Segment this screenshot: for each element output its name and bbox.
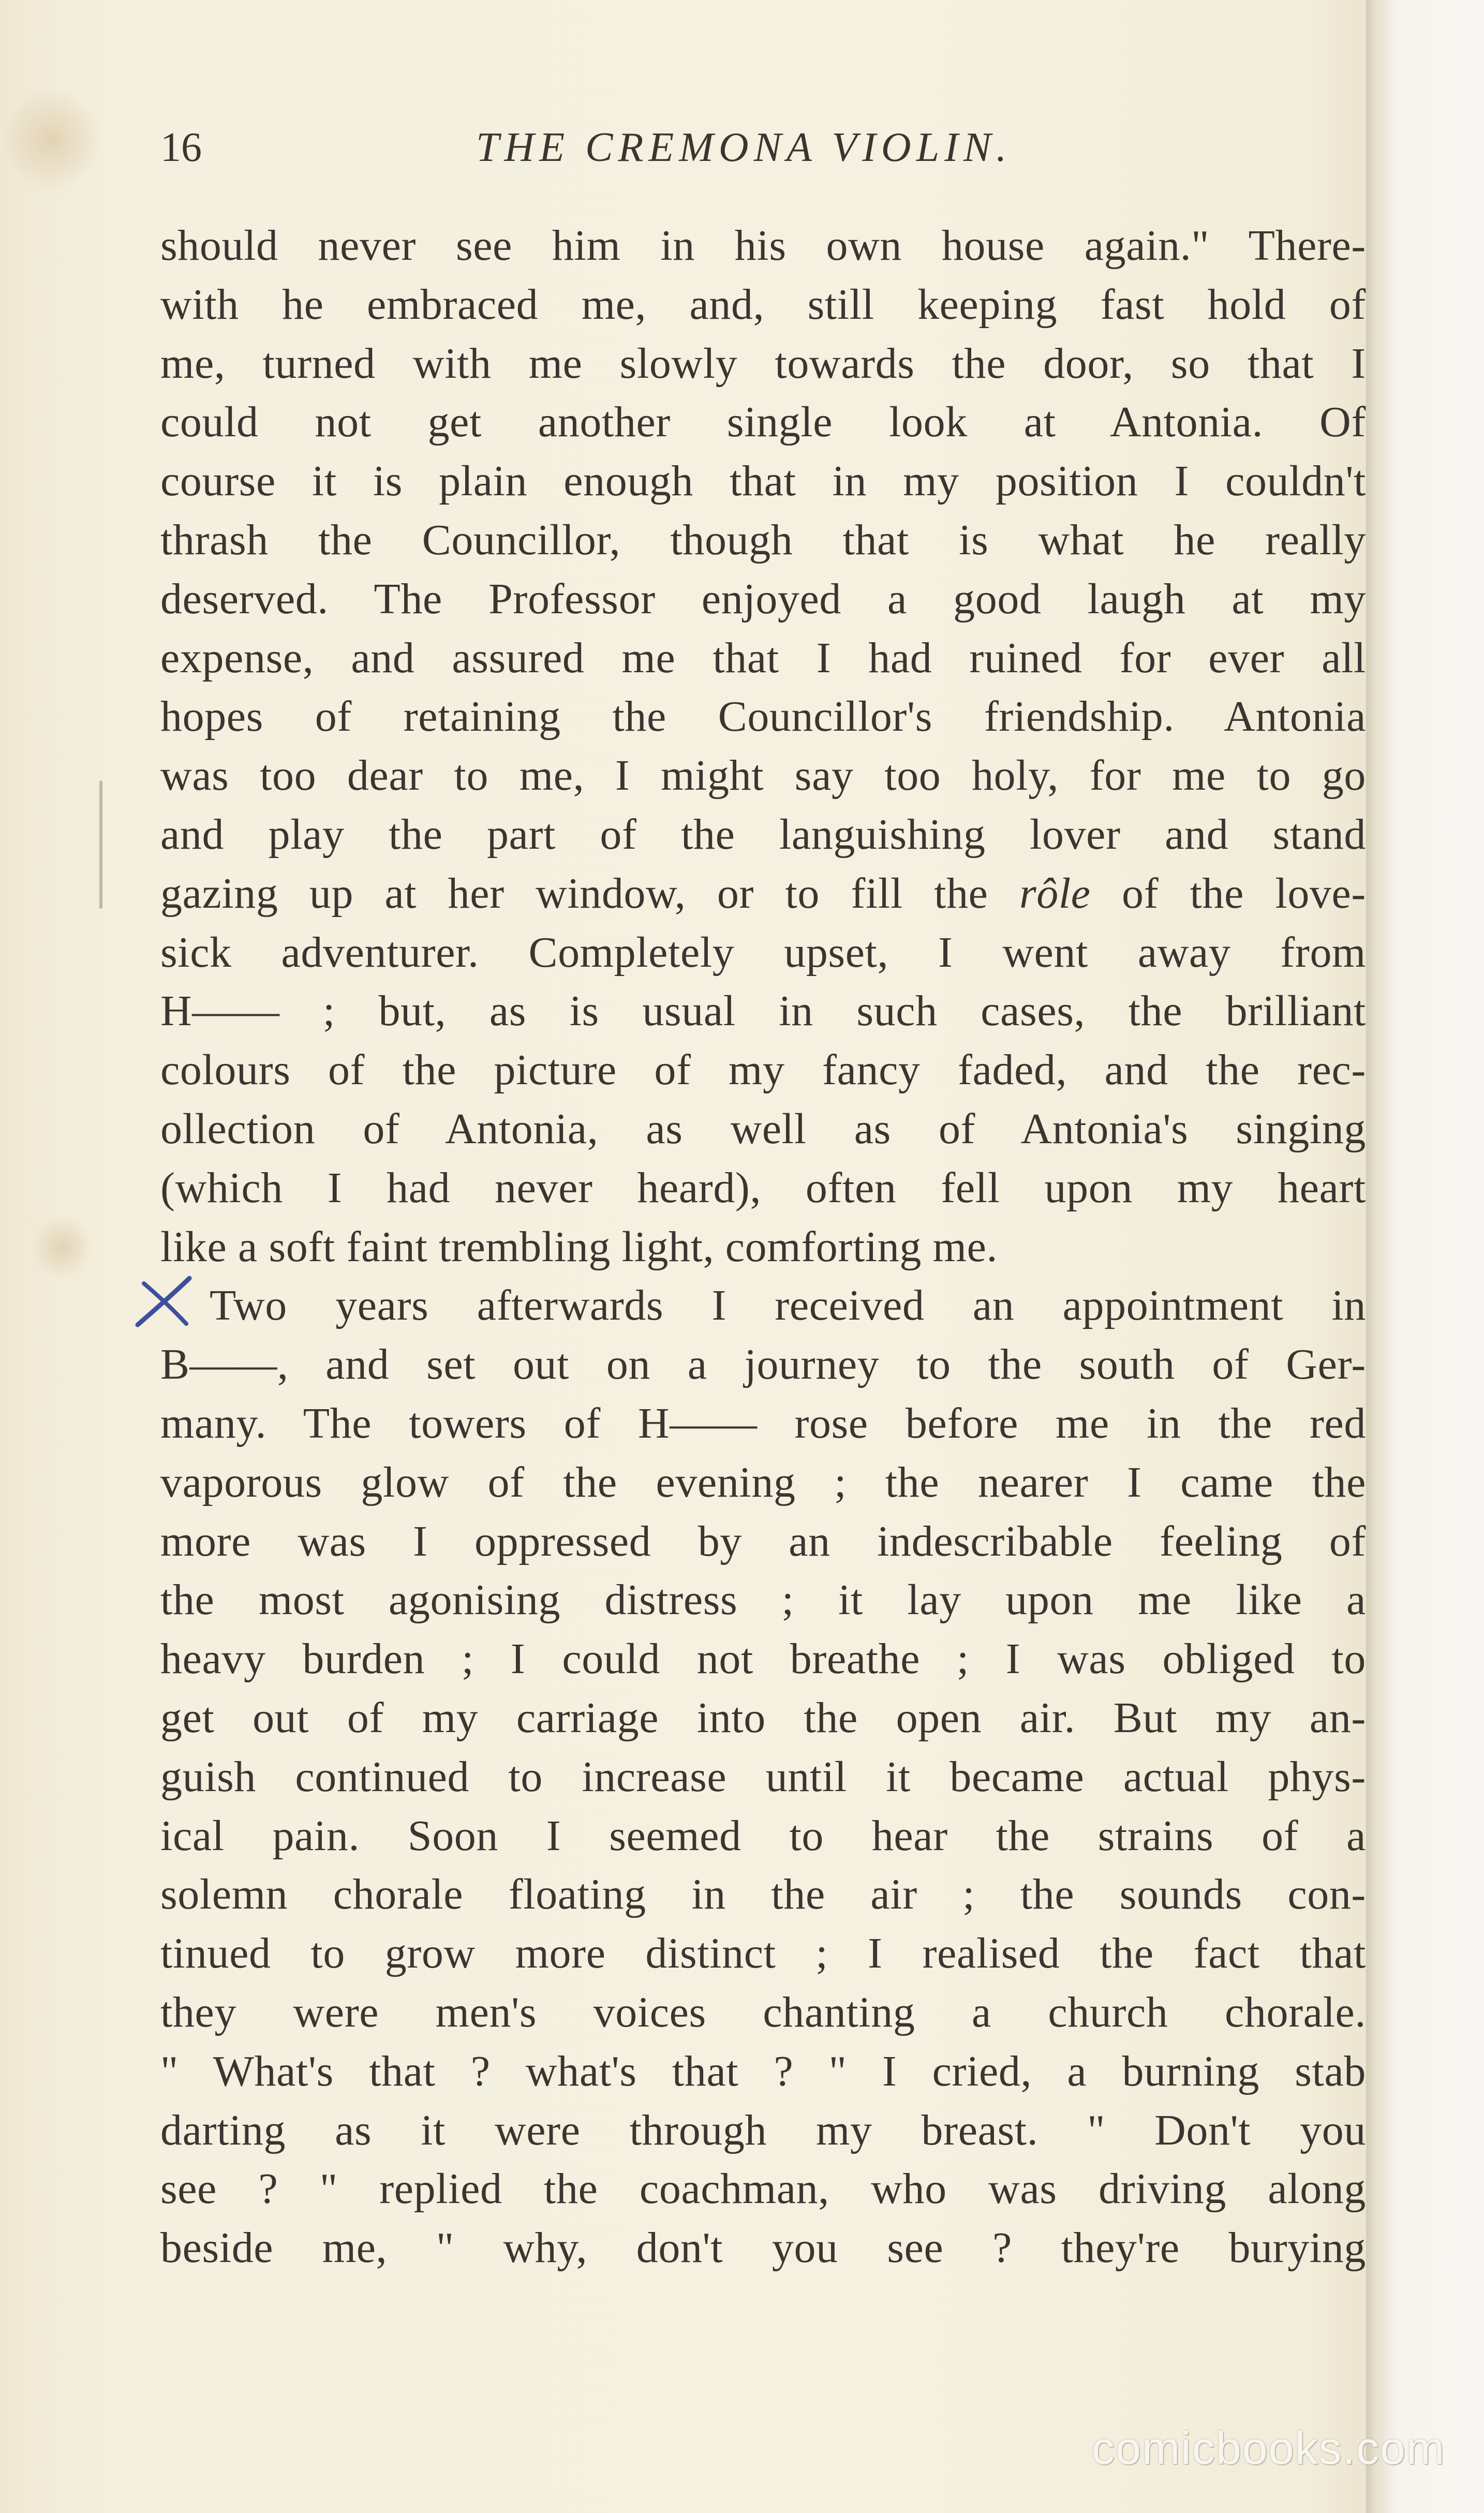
text-line: colours of the picture of my fancy faded, and the rec-: [160, 1046, 1366, 1095]
text-line: guish continued to increase until it became actual phys-: [160, 1752, 1366, 1801]
italic-word: rôle: [1019, 869, 1091, 918]
text-line: beside me, " why, don't you see ? they're burying: [160, 2224, 1366, 2272]
text-line: tinued to grow more distinct ; I realised the fact that: [160, 1929, 1366, 1978]
paper-stain: [31, 1216, 93, 1278]
text-line: see ? " replied the coachman, who was driving along: [160, 2165, 1366, 2213]
text-line: deserved. The Professor enjoyed a good laugh at my: [160, 574, 1366, 623]
text-line: thrash the Councillor, though that is what he really: [160, 516, 1366, 564]
text-line: was too dear to me, I might say too holy, for me to go: [160, 751, 1366, 800]
text-line: ical pain. Soon I seemed to hear the strains of a: [160, 1811, 1366, 1860]
text-line: expense, and assured me that I had ruined for ever all: [160, 633, 1366, 682]
text-line: me, turned with me slowly towards the door, so that I: [160, 339, 1366, 388]
text-line: get out of my carriage into the open air. But my an-: [160, 1694, 1366, 1742]
text-line: many. The towers of H—— rose before me in the red: [160, 1399, 1366, 1447]
text-line: more was I oppressed by an indescribable feeling of: [160, 1517, 1366, 1565]
text-line: (which I had never heard), often fell upon my heart: [160, 1163, 1366, 1212]
margin-pencil-mark: [99, 780, 102, 909]
running-head: [160, 116, 1351, 179]
text-line: B——, and set out on a journey to the south of Ger-: [160, 1340, 1366, 1389]
text-line: and play the part of the languishing lover and stand: [160, 810, 1366, 859]
text-line: H—— ; but, as is usual in such cases, the brilliant: [160, 987, 1366, 1036]
paper-stain: [0, 88, 103, 191]
text-line: course it is plain enough that in my position I couldn't: [160, 457, 1366, 506]
text-line: ollection of Antonia, as well as of Antonia's singing: [160, 1105, 1366, 1153]
text-line: could not get another single look at Antonia. Of: [160, 398, 1366, 447]
text-line: the most agonising distress ; it lay upon me like a: [160, 1576, 1366, 1624]
text-line: vaporous glow of the evening ; the nearer I came the: [160, 1458, 1366, 1506]
page-edge: [1366, 0, 1484, 2513]
text-line: should never see him in his own house again." There-: [160, 221, 1366, 270]
text-line: like a soft faint trembling light, comforting me.: [160, 1222, 998, 1271]
body-text: [160, 216, 1366, 2317]
text-line: Two years afterwards I received an appointment in: [210, 1281, 1366, 1330]
text-line: they were men's voices chanting a church chorale.: [160, 1988, 1366, 2036]
text-line: " What's that ? what's that ? " I cried, a burning stab: [160, 2047, 1366, 2095]
page-number: 16: [160, 125, 202, 170]
watermark: comicbooks.com: [1092, 2422, 1446, 2474]
text-line: sick adventurer. Completely upset, I went away from: [160, 928, 1366, 977]
text-line: hopes of retaining the Councillor's friendship. Antonia: [160, 692, 1366, 741]
text-line: with he embraced me, and, still keeping fast hold of: [160, 280, 1366, 329]
text-line: gazing up at her window, or to fill the rôle of the love-: [160, 869, 1366, 918]
text-line: darting as it were through my breast. " Don't you: [160, 2106, 1366, 2154]
text-line: solemn chorale floating in the air ; the sounds con-: [160, 1870, 1366, 1919]
page-title: THE CREMONA VIOLIN.: [476, 125, 1012, 170]
text-line: heavy burden ; I could not breathe ; I was obliged to: [160, 1635, 1366, 1683]
